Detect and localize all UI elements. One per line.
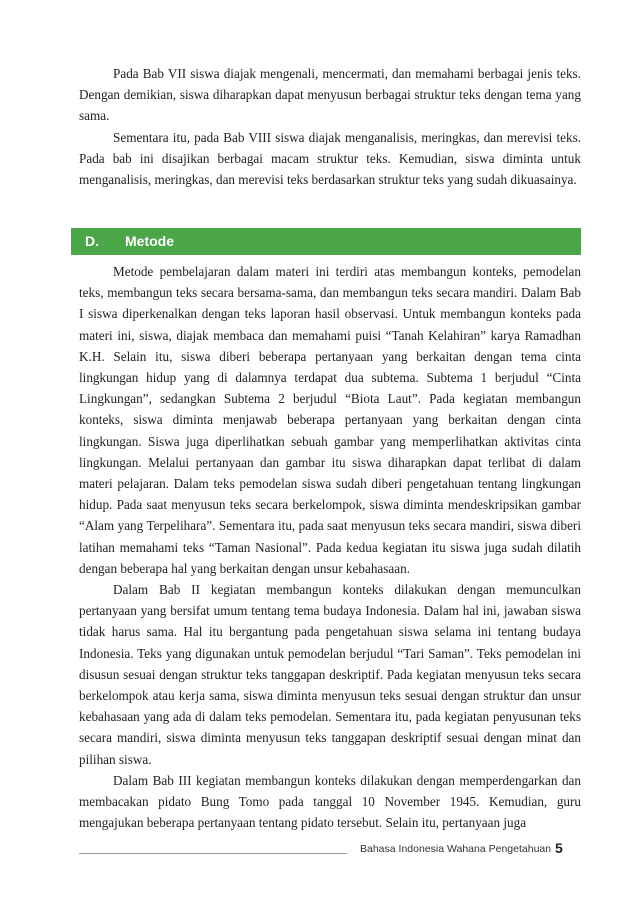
footer-book-title: Bahasa Indonesia Wahana Pengetahuan — [360, 843, 552, 855]
section-number: D. — [85, 233, 99, 249]
section-heading — [85, 232, 174, 251]
footer-rule — [79, 853, 347, 854]
paragraph-bab-iii: Dalam Bab III kegiatan membangun konteks dilakukan dengan memperdengarkan dan membacakan pidato Bung Tomo pada tanggal 10 November 1945. Kemudian, guru mengajukan beberapa pertanyaan tentang pidato tersebut. Selain itu, pertanyaan juga — [79, 772, 581, 831]
paragraph-bab-viii: Sementara itu, pada Bab VIII siswa diajak menganalisis, meringkas, dan merevisi teks. Pada bab ini disajikan berbagai macam struktur teks. Kemudian, siswa diminta untuk menganalisis, meringkas, dan merevisi teks berdasarkan struktur teks yang sudah dikuasainya. — [79, 129, 581, 188]
section-title-text: Metode — [125, 233, 174, 249]
page-number: 5 — [555, 840, 563, 856]
paragraph-bab-vii: Pada Bab VII siswa diajak mengenali, mencermati, dan memahami berbagai jenis teks. Dengan demikian, siswa diharapkan dapat menyusun berbagai struktur teks dengan tema yang sama. — [79, 66, 581, 124]
paragraph-bab-ii: Dalam Bab II kegiatan membangun konteks dilakukan dengan memunculkan pertanyaan yang bersifat umum tentang tema budaya Indonesia. Dalam hal ini, jawaban siswa tidak harus sama. Hal itu bergantung pada pengetahuan siswa selama ini tentang budaya Indonesia. Teks yang digunakan untuk pemodelan berjudul “Tari Saman”. Teks pemodelan ini disusun sesuai dengan struktur teks tanggapan deskriptif. Pada kegiatan menyusun teks secara berkelompok atau kerja sama, siswa diminta menyusun teks sesuai dengan struktur dan unsur kebahasaan yang ada di dalam teks pemodelan. Sementara itu, pada kegiatan penyusunan teks secara mandiri, siswa diminta menyusun teks tanggapan deskriptif sesuai dengan minat dan pilihan siswa. — [79, 582, 581, 767]
metode-text — [79, 261, 581, 833]
paragraph-bab-i: Metode pembelajaran dalam materi ini terdiri atas membangun konteks, pemodelan teks, membangun teks secara bersama-sama, dan membangun teks secara mandiri. Dalam Bab I siswa diperkenalkan dengan teks laporan hasil observasi. Untuk membangun konteks pada materi ini, siswa, diajak membaca dan memahami puisi “Tanah Kelahiran” karya Ramadhan K.H. Selain itu, siswa diberi beberapa pertanyaan yang berkaitan dengan tema cinta lingkungan hidup yang di dalamnya terdapat dua subtema. Subtema 1 berjudul “Cinta Lingkungan”, sedangkan Subtema 2 berjudul “Biota Laut”. Pada kegiatan membangun konteks, siswa diminta menjawab beberapa pertanyaan yang berkaitan dengan cinta lingkungan. Siswa juga diperlihatkan sebuah gambar yang memperlihatkan aktivitas cinta lingkungan. Melalui pertanyaan dan gambar itu siswa diharapkan dapat terlibat di dalam materi pelajaran. Dalam teks pemodelan siswa sudah diberi pengetahuan tentang lingkungan hidup. Pada saat menyusun teks secara berkelompok, siswa diminta mendeskripsikan gambar “Alam yang Terpelihara”. Sementara itu, pada saat menyusun teks secara mandiri, siswa diberi latihan memahami teks “Taman Nasional”. Pada kedua kegiatan itu siswa juga sudah dilatih dengan beberapa hal yang berkaitan dengan unsur kebahasaan. — [79, 264, 581, 576]
section-header-bar — [71, 228, 581, 255]
intro-text — [79, 63, 581, 190]
